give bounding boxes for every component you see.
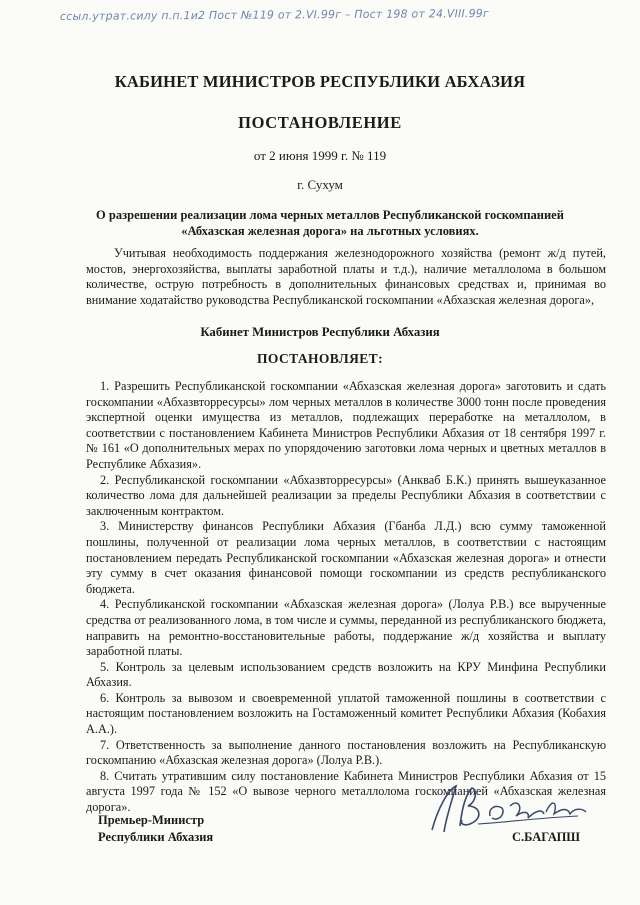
- resolution-item: 7. Ответственность за выполнение данного постановления возложить на Республиканскую госкомпанию «Абхазская железная дорога» (Лолуа Р.В.).: [86, 737, 606, 768]
- resolution-item: 5. Контроль за целевым использованием средств возложить на КРУ Минфина Республики Абхазия.: [86, 659, 606, 690]
- signatory-position-line-2: Республики Абхазия: [98, 830, 214, 844]
- signatory-position-line-1: Премьер-Министр: [98, 813, 205, 827]
- resolution-item: 2. Республиканской госкомпании «Абхазвторресурсы» (Анкваб Б.К.) принять вышеуказанное количество лома для дальнейшей реализации за пределы Республики Абхазия в соответствии с заключенным контрактом.: [86, 472, 606, 518]
- place: г. Сухум: [297, 177, 343, 192]
- subject-line-2: «Абхазская железная дорога» на льготных условиях.: [181, 224, 479, 238]
- preamble: [86, 246, 606, 308]
- resolution-item: 8. Считать утратившим силу постановление Кабинета Министров Республики Абхазия от 15 августа 1997 года № 152 «О вывозе черного металлолома госкомпанией «Абхазская железная дорога».: [86, 768, 606, 815]
- subject: [80, 207, 580, 239]
- resolution-item: 4. Республиканской госкомпании «Абхазская железная дорога» (Лолуа Р.В.) все вырученные средства от реализованного лома, в том числе и суммы, переданной из республиканского бюджета, направить на ремонтно-восстановительные работы, поддержание ж/д хозяйства и выплату заработной платы.: [86, 597, 606, 659]
- handwritten-annotation: ссыл.утрат.силу п.п.1и2 Пост №119 от 2.VI.99г – Пост 198 от 24.VIII.99г: [59, 6, 490, 23]
- resolution-item: 3. Министерству финансов Республики Абхазия (Гбанба Л.Д.) всю сумму таможенной пошлины, полученной от реализации лома черных металлов, в соответствии с настоящим постановлением передать Республиканской госкомпании «Абхазская железная дорога» и отнести эту сумму в счет оказания финансовой помощи госкомпании из средств республиканского бюджета.: [86, 519, 606, 596]
- resolution-items: [86, 379, 606, 816]
- signatory-position: [98, 812, 213, 846]
- date-and-number: от 2 июня 1999 г. № 119: [253, 148, 387, 163]
- resolution-item: 6. Контроль за вывозом и своевременной уплатой таможенной пошлины в соответствии с настоящим постановлением возложить на Гостаможенный комитет Республики Абхазия (Кобахия А.А.).: [86, 690, 606, 737]
- organization-title: КАБИНЕТ МИНИСТРОВ РЕСПУБЛИКИ АБХАЗИЯ: [114, 72, 526, 91]
- document-type: ПОСТАНОВЛЕНИЕ: [238, 113, 402, 132]
- preamble-text: Учитывая необходимость поддержания железнодорожного хозяйства (ремонт ж/д путей, мостов, энергохозяйства, выплаты заработной платы и т.д.), наличие металлолома в большом количестве, острую потребность в дополнительных финансовых средствах и, принимая во внимание ходатайство руководства Республиканской госкомпании «Абхазская железная дорога»,: [86, 246, 606, 307]
- resolution-item: 1. Разрешить Республиканской госкомпании «Абхазская железная дорога» заготовить и сдать госкомпании «Абхазвторресурсы» лом черных металлов в количестве 3000 тонн после проведения экспертной оценки имущества из металлов, подлежащих переработке на металлолом, в соответствии с постановлением Кабинета Министров Республики Абхазия от 18 сентября 1997 г. № 161 «О дополнительных мерах по упорядочению заготовки лома черных и цветных металлов в Республике Абхазия».: [86, 379, 606, 471]
- handwritten-signature: [418, 778, 598, 838]
- signatory-name: С.БАГАПШ: [512, 830, 581, 844]
- resolves-heading: ПОСТАНОВЛЯЕТ:: [256, 351, 383, 366]
- cabinet-line: Кабинет Министров Республики Абхазия: [200, 325, 440, 339]
- subject-line-1: О разрешении реализации лома черных металлов Республиканской госкомпанией: [96, 208, 564, 222]
